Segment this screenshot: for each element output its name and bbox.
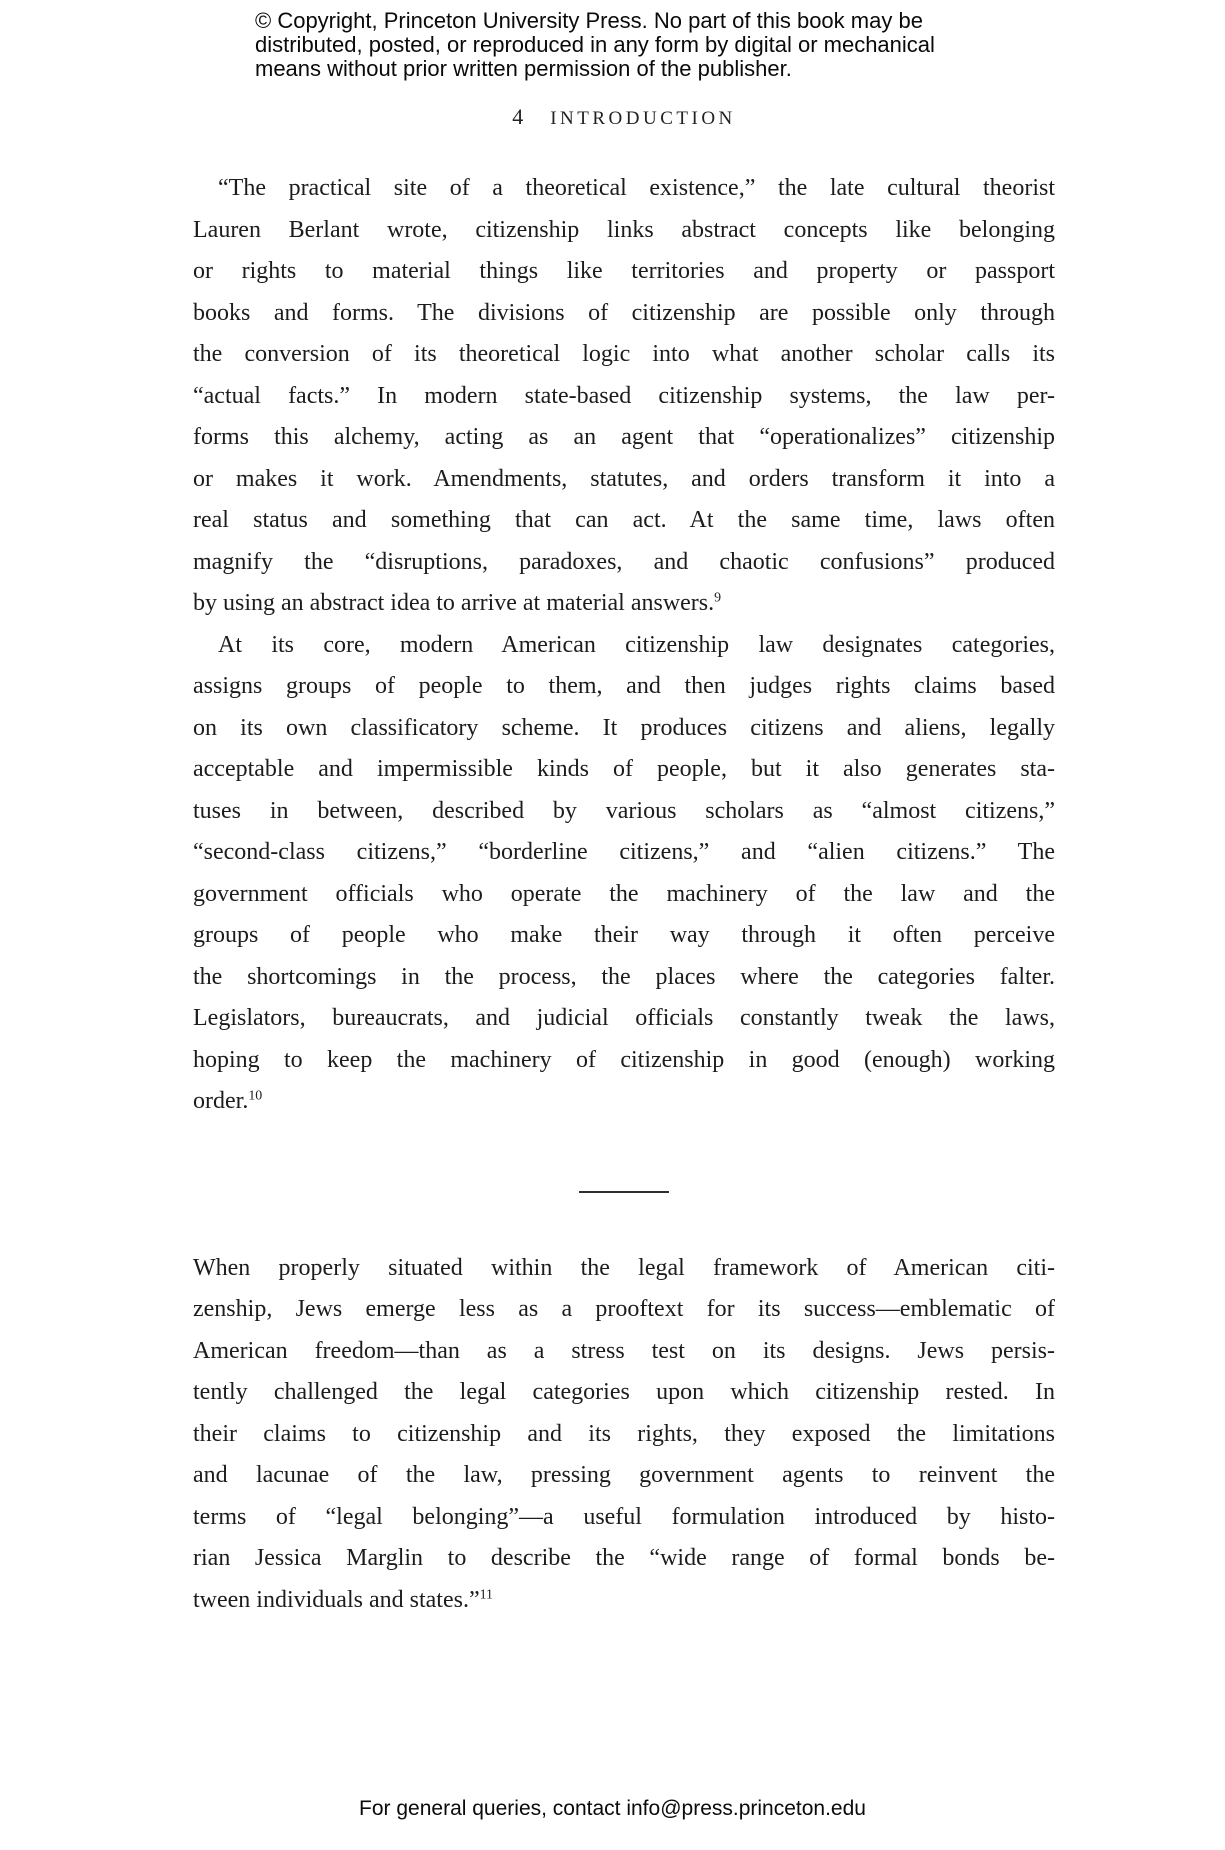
body-text — [193, 168, 1055, 1621]
copyright-line: means without prior written permission of the publisher. — [255, 56, 792, 81]
paragraph — [193, 1248, 1055, 1622]
text-line: magnify the “disruptions, paradoxes, and chaotic confusions” produced — [193, 548, 1055, 575]
text-line: order.$^{10}$ — [193, 1088, 263, 1114]
text-line: rian Jessica Marglin to describe the “wide range of formal bonds be- — [193, 1545, 1055, 1571]
text-line: and lacunae of the law, pressing government agents to reinvent the — [193, 1462, 1055, 1488]
copyright-line: distributed, posted, or reproduced in any form by digital or mechanical — [255, 32, 935, 57]
text-line: assigns groups of people to them, and then judges rights claims based — [193, 673, 1055, 699]
text-line: American freedom—than as a stress test on its designs. Jews persis- — [193, 1337, 1055, 1364]
text-line: tently challenged the legal categories upon which citizenship rested. In — [193, 1379, 1055, 1405]
text-line: forms this alchemy, acting as an agent that “operationalizes” citizenship — [193, 424, 1055, 450]
text-line: “second-class citizens,” “borderline citizens,” and “alien citizens.” The — [193, 839, 1055, 865]
text-line: books and forms. The divisions of citizenship are possible only through — [193, 299, 1055, 326]
text-line: real status and something that can act. At the same time, laws often — [193, 507, 1055, 533]
paragraph — [193, 168, 1055, 625]
copyright-notice — [255, 9, 935, 81]
footnote-reference: 9 — [714, 590, 722, 606]
text-line: zenship, Jews emerge less as a prooftext for its success—emblematic of — [193, 1296, 1055, 1322]
text-line: government officials who operate the machinery of the law and the — [193, 880, 1055, 907]
text-line: the conversion of its theoretical logic into what another scholar calls its — [193, 341, 1055, 367]
text-line: hoping to keep the machinery of citizenship in good (enough) working — [193, 1046, 1055, 1073]
text-line: or makes it work. Amendments, statutes, and orders transform it into a — [193, 465, 1055, 492]
running-header — [193, 103, 1055, 133]
text-line: “actual facts.” In modern state-based citizenship systems, the law per- — [193, 382, 1055, 409]
chapter-title: INTRODUCTION — [550, 108, 736, 129]
text-line: terms of “legal belonging”—a useful formulation introduced by histo- — [193, 1503, 1055, 1530]
text-line: tuses in between, described by various scholars as “almost citizens,” — [193, 797, 1055, 824]
text-line: “The practical site of a theoretical existence,” the late cultural theorist — [218, 175, 1055, 201]
text-line: tween individuals and states.”$^{11}$ — [193, 1586, 493, 1613]
footnote-reference: 11 — [479, 1587, 493, 1603]
text-line: Lauren Berlant wrote, citizenship links abstract concepts like belonging — [193, 216, 1055, 243]
text-line: or rights to material things like territories and property or passport — [193, 258, 1055, 284]
text-line: When properly situated within the legal framework of American citi- — [193, 1254, 1055, 1281]
text-line: At its core, modern American citizenship law designates categories, — [218, 631, 1055, 658]
section-divider-rule — [579, 1191, 669, 1193]
footnote-reference: 10 — [248, 1088, 263, 1104]
text-line: the shortcomings in the process, the places where the categories falter. — [193, 963, 1055, 990]
text-line: by using an abstract idea to arrive at material answers.$^9$ — [193, 590, 722, 616]
text-line: Legislators, bureaucrats, and judicial officials constantly tweak the laws, — [193, 1005, 1055, 1031]
copyright-line: © Copyright, Princeton University Press. No part of this book may be — [255, 8, 923, 33]
text-line: acceptable and impermissible kinds of people, but it also generates sta- — [193, 756, 1055, 782]
text-line: on its own classificatory scheme. It produces citizens and aliens, legally — [193, 714, 1055, 741]
text-line: their claims to citizenship and its rights, they exposed the limitations — [193, 1420, 1055, 1447]
paragraph — [193, 625, 1055, 1123]
page-number: 4 — [512, 104, 524, 129]
page-footer: For general queries, contact info@press.princeton.edu — [359, 1797, 866, 1820]
text-line: groups of people who make their way through it often perceive — [193, 922, 1055, 948]
